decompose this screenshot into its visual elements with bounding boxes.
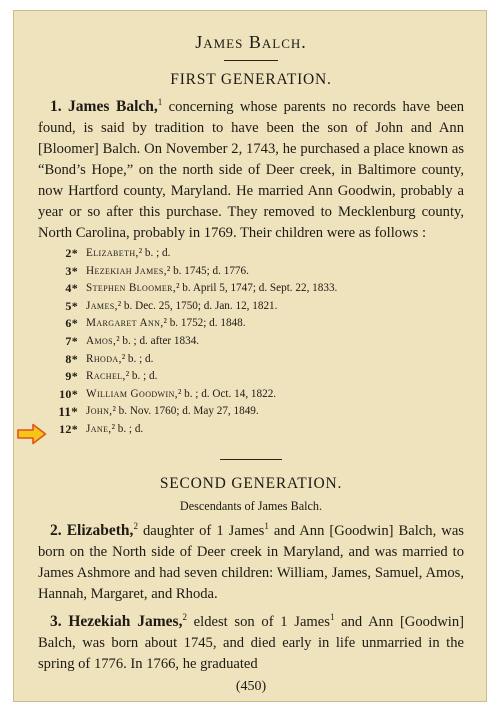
- child-dates: ² b. ; d. Oct. 14, 1822.: [177, 387, 277, 400]
- child-entry: [38, 280, 464, 298]
- person-name: Hezekiah James,: [68, 612, 183, 630]
- child-number: 2*: [65, 246, 78, 260]
- child-name: James,: [86, 299, 118, 312]
- section-divider: [220, 459, 282, 460]
- paragraph-text: and Ann [Goodwin] Balch, was born on the North side of Deer creek in Maryland, and was married to James Ashmore and had seven children: William, James, Samuel, Amos, Hannah, Margaret, and Rhoda.: [38, 522, 464, 602]
- child-name: Elizabeth,: [86, 247, 139, 259]
- child-text: [86, 245, 170, 263]
- second-generation-heading: SECOND GENERATION.: [159, 474, 343, 492]
- first-generation-heading: FIRST GENERATION.: [170, 71, 332, 88]
- child-dates: ² b. ; d.: [138, 247, 171, 259]
- child-text: [86, 315, 246, 333]
- child-number: 9*: [65, 369, 78, 384]
- child-entry: [38, 245, 464, 263]
- child-dates: ² b. April 5, 1747; d. Sept. 22, 1833.: [176, 282, 338, 295]
- child-name: John,: [86, 405, 113, 418]
- child-number: 10*: [59, 386, 78, 401]
- child-text: [86, 386, 276, 404]
- child-name: Stephen Bloomer,: [86, 282, 177, 295]
- child-number: 4*: [65, 281, 78, 296]
- footnote-marker: 2: [133, 520, 138, 531]
- child-name: Rachel,: [86, 370, 126, 383]
- child-dates: ² b. Nov. 1760; d. May 27, 1849.: [112, 405, 259, 418]
- footnote-marker: 1: [329, 611, 335, 622]
- paragraph-hezekiah: [38, 611, 464, 675]
- paragraph-text: and Ann [Goodwin] Balch, was born about 1745, and died early in life unmarried in the spring of 1776. In 1766, he graduated: [38, 613, 464, 672]
- person-name: Elizabeth,: [66, 521, 134, 539]
- paragraph-number: 3.: [50, 612, 62, 630]
- paragraph-number: 2.: [50, 521, 62, 539]
- child-number: 3*: [65, 263, 78, 278]
- page-content: [38, 25, 464, 695]
- child-name: William Goodwin,: [86, 387, 178, 400]
- child-dates: ² b. ; d. after 1834.: [116, 334, 200, 347]
- child-name: Margaret Ann,: [86, 317, 164, 330]
- book-page: [13, 10, 487, 702]
- child-text: [86, 263, 249, 281]
- paragraph-text: concerning whose parents no records have been found, is said by tradition to have been the son of John and Ann [Bloomer] Balch. On November 2, 1743, he purchased a place known as “Bond’s Hope,” on the north side of Deer creek, in Baltimore county, now Hartford county, Maryland. He married Ann Goodwin, probably a year or so after this purchase. They removed to Mecklenburg county, North Carolina, probably in 1769. Their children were as follows :: [38, 99, 464, 241]
- child-entry: [38, 368, 464, 386]
- footnote-marker: 1: [157, 97, 163, 108]
- child-number: 7*: [65, 333, 78, 348]
- footnote-marker: 1: [264, 520, 269, 531]
- child-text: [86, 421, 143, 439]
- child-entry: [38, 421, 464, 439]
- child-number: 6*: [65, 316, 78, 331]
- child-text: [86, 298, 277, 316]
- footnote-marker: 2: [182, 611, 187, 622]
- child-entry: [38, 263, 464, 281]
- child-text: [86, 333, 199, 351]
- child-number: 11*: [58, 404, 78, 420]
- child-text: [86, 280, 337, 298]
- child-entry: [38, 333, 464, 351]
- child-entry: [38, 315, 464, 333]
- second-generation-subheading: Descendants of James Balch.: [179, 498, 323, 513]
- title-divider: [224, 60, 278, 61]
- children-list: [38, 245, 464, 439]
- child-number: 5*: [65, 298, 78, 313]
- child-name: Amos,: [86, 334, 117, 347]
- paragraph-text: daughter of 1 James: [137, 522, 265, 539]
- child-text: [86, 368, 157, 386]
- paragraph-james-balch: [38, 96, 464, 244]
- child-dates: ² b. Dec. 25, 1750; d. Jan. 12, 1821.: [117, 299, 278, 312]
- child-text: [86, 403, 259, 421]
- child-text: [86, 351, 153, 369]
- child-number: 12*: [59, 421, 78, 436]
- child-entry: [38, 403, 464, 421]
- child-dates: ² b. ; d.: [125, 370, 158, 383]
- person-name: James Balch,: [68, 98, 158, 115]
- child-entry: [38, 386, 464, 404]
- child-entry: [38, 298, 464, 316]
- child-name: Jane,: [86, 422, 112, 435]
- paragraph-number: 1.: [50, 98, 62, 115]
- child-dates: ² b. ; d.: [121, 352, 154, 365]
- child-number: 8*: [65, 351, 78, 366]
- page-number: (450): [235, 678, 267, 694]
- page-title: James Balch.: [195, 32, 307, 52]
- child-dates: ² b. 1752; d. 1848.: [163, 317, 246, 330]
- arrow-right-icon: [17, 423, 47, 445]
- child-entry: [38, 351, 464, 369]
- paragraph-elizabeth: [38, 520, 464, 605]
- child-dates: ² b. ; d.: [111, 422, 144, 435]
- child-name: Hezekiah James,: [86, 264, 167, 277]
- child-dates: ² b. 1745; d. 1776.: [166, 264, 249, 277]
- child-name: Rhoda,: [86, 352, 122, 365]
- paragraph-text: eldest son of 1 James: [186, 613, 330, 630]
